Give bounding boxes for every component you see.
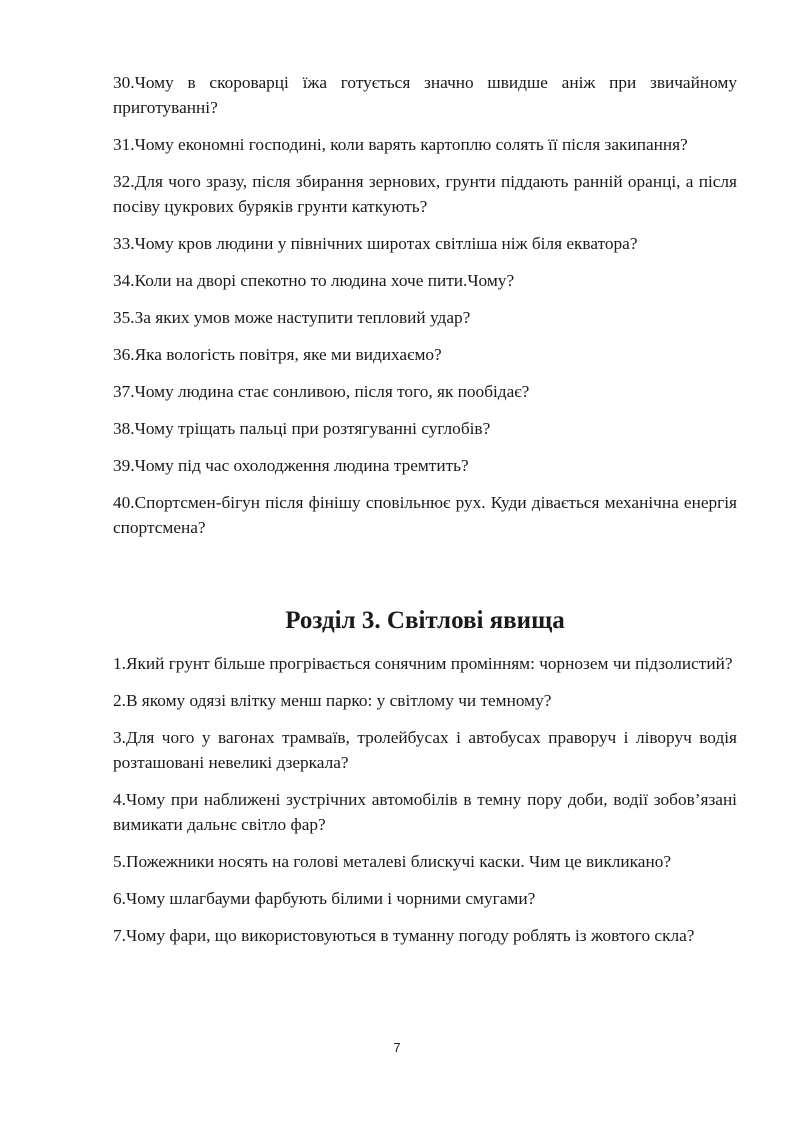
question-4: 4.Чому при наближені зустрічних автомобілів в темну пору доби, водії зобов’язані вимикати дальнє світло фар? (113, 790, 737, 834)
question-35: 35.За яких умов може наступити тепловий удар? (113, 308, 471, 327)
question-1: 1.Який грунт більше прогрівається сонячним промінням: чорнозем чи підзолистий? (113, 654, 733, 673)
section-title: Розділ 3. Світлові явища (285, 607, 565, 634)
question-6: 6.Чому шлагбауми фарбують білими і чорними смугами? (113, 889, 536, 908)
question-37: 37.Чому людина стає сонливою, після того, як пообідає? (113, 382, 530, 401)
question-33: 33.Чому кров людини у північних широтах світліша ніж біля екватора? (113, 234, 638, 253)
question-5: 5.Пожежники носять на голові металеві блискучі каски. Чим це викликано? (113, 852, 672, 871)
question-32: 32.Для чого зразу, після збирання зернових, грунти піддають ранній оранці, а після посіву цукрових буряків грунти каткують? (113, 172, 737, 216)
question-39: 39.Чому під час охолодження людина тремтить? (113, 456, 469, 475)
question-36: 36.Яка вологість повітря, яке ми видихаємо? (113, 345, 442, 364)
question-7: 7.Чому фари, що використовуються в туманну погоду роблять із жовтого скла? (113, 926, 695, 945)
section-spacer (113, 552, 737, 605)
question-38: 38.Чому тріщать пальці при розтягуванні суглобів? (113, 419, 491, 438)
question-40: 40.Спортсмен-бігун після фінішу сповільнює рух. Куди дівається механічна енергія спортсмена? (113, 493, 737, 537)
question-2: 2.В якому одязі влітку менш парко: у світлому чи темному? (113, 691, 552, 710)
page-number: 7 (393, 1040, 401, 1055)
document-page (113, 70, 737, 960)
question-31: 31.Чому економні господині, коли варять картоплю солять її після закипання? (113, 135, 688, 154)
question-34: 34.Коли на дворі спекотно то людина хоче пити.Чому? (113, 271, 515, 290)
question-3: 3.Для чого у вагонах трамваїв, тролейбусах і автобусах праворуч і ліворуч водія розташовані невеликі дзеркала? (113, 728, 737, 772)
question-30: 30.Чому в скороварці їжа готується значно швидше аніж при звичайному приготуванні? (113, 73, 737, 117)
